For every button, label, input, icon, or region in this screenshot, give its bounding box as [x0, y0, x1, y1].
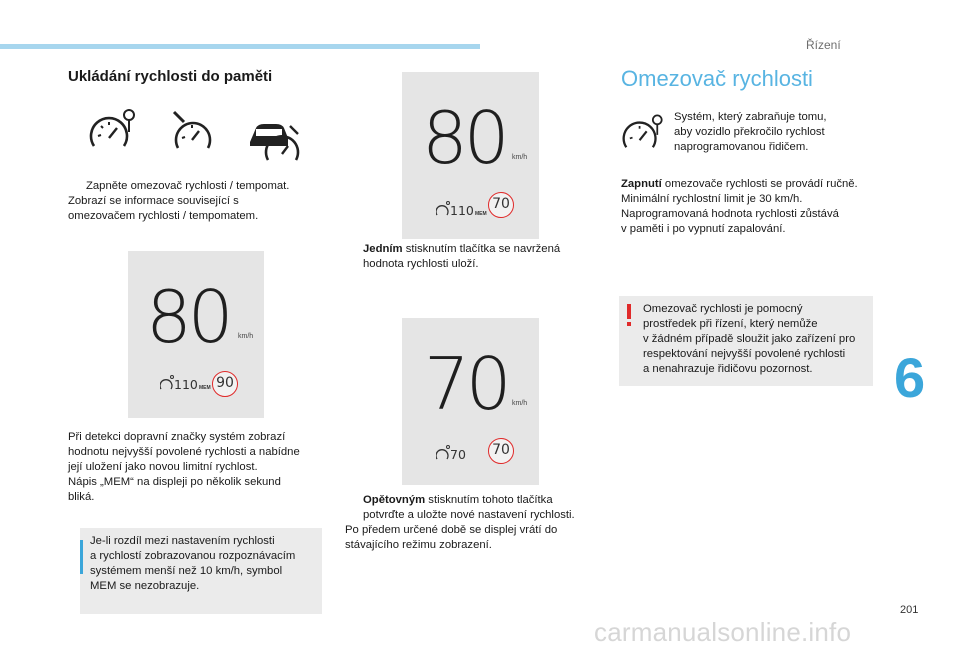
display1-unit: km/h [512, 154, 528, 161]
step3-para-line2: stávajícího režimu zobrazení. [345, 539, 492, 551]
heading-speed-limiter: Omezovač rychlosti [621, 66, 813, 91]
p1-line1 [621, 177, 858, 193]
para-line4: Nápis „MEM“ na displeji po několik sekund [68, 476, 281, 488]
p1-line3: Naprogramovaná hodnota rychlosti zůstává [621, 208, 839, 220]
step3-line1 [363, 493, 553, 509]
display-unit: km/h [238, 333, 254, 340]
warning-box [619, 296, 873, 386]
step2-rest: stisknutím tlačítka se navržená [402, 243, 561, 255]
page-number: 201 [900, 604, 919, 616]
para-line1: Při detekci dopravní značky systém zobrazí [68, 431, 286, 443]
speed-limiter-icon [621, 112, 667, 156]
step2-line1 [363, 242, 560, 258]
top-accent-bar [0, 44, 480, 49]
display1-limit-circle: 70 [488, 192, 514, 218]
warn-line5: a nenahrazuje řidičovu pozornost. [643, 363, 813, 375]
cluster-display-80-90 [128, 251, 264, 418]
display1-recognized-speed: 110 [450, 203, 474, 218]
heading-speed-memory: Ukládání rychlosti do paměti [68, 68, 273, 85]
para-line2: hodnotu nejvyšší povolené rychlosti a nabídne [68, 446, 300, 458]
info-line4: MEM se nezobrazuje. [90, 580, 200, 592]
warn-line1: Omezovač rychlosti je pomocný [643, 303, 803, 315]
warning-exclamation-icon [625, 304, 633, 328]
step2-line2: hodnota rychlosti uloží. [363, 258, 479, 270]
step2-bold: Jedním [363, 243, 403, 255]
step3-para-line1: Po předem určené době se displej vrátí do [345, 524, 558, 536]
speed-limiter-small-icon [436, 201, 450, 217]
display-speed: 80 [146, 275, 230, 359]
display2-unit: km/h [512, 400, 528, 407]
watermark: carmanualsonline.info [594, 617, 852, 647]
display2-recognized-speed: 70 [450, 447, 466, 462]
step3-line2: potvrďte a uložte nové nastavení rychlosti. [363, 509, 575, 521]
display-limit-circle: 90 [212, 371, 238, 397]
info-box [80, 528, 322, 614]
step1-line1: Zapněte omezovač rychlosti / tempomat. [86, 180, 290, 192]
p1-line2: Minimální rychlostní limit je 30 km/h. [621, 193, 803, 205]
intro-line2: aby vozidlo překročilo rychlost [674, 126, 825, 138]
step3-rest: stisknutím tohoto tlačítka [425, 494, 553, 506]
section-title: Řízení [806, 38, 841, 52]
cluster-display-80-70 [402, 72, 539, 239]
mem-indicator: MEM [475, 211, 487, 217]
speed-limiter-small-icon [436, 445, 450, 461]
display2-speed: 70 [424, 342, 508, 426]
p1-line4: v paměti i po vypnutí zapalování. [621, 223, 786, 235]
cruise-control-icon [170, 110, 216, 154]
info-line1: Je-li rozdíl mezi nastavením rychlosti [90, 535, 275, 547]
info-line2: a rychlostí zobrazovanou rozpoznávacím [90, 550, 296, 562]
info-icon [80, 540, 83, 574]
intro-line1: Systém, který zabraňuje tomu, [674, 111, 827, 123]
warn-line4: respektování nejvyšší povolené rychlosti [643, 348, 846, 360]
step3-bold: Opětovným [363, 494, 426, 506]
step1-line3: omezovačem rychlosti / tempomatem. [68, 210, 259, 222]
display1-speed: 80 [422, 96, 506, 180]
display2-limit-circle: 70 [488, 438, 514, 464]
warn-line3: v žádném případě sloužit jako zařízení pro [643, 333, 856, 345]
step1-line2: Zobrazí se informace související s [68, 195, 239, 207]
speed-limiter-small-icon [160, 375, 174, 391]
para-line3: její uložení jako novou limitní rychlost. [68, 461, 258, 473]
p1-bold: Zapnutí [621, 178, 662, 190]
adaptive-cruise-icon [246, 114, 304, 164]
info-line3: systémem menší než 10 km/h, symbol [90, 565, 283, 577]
mem-indicator: MEM [199, 385, 211, 391]
display-recognized-speed: 110 [174, 377, 198, 392]
cluster-display-70-70 [402, 318, 539, 485]
warn-line2: prostředek při řízení, který nemůže [643, 318, 818, 330]
para-line5: bliká. [68, 491, 95, 503]
speed-limiter-icon [88, 108, 140, 154]
p1-rest: omezovače rychlosti se provádí ručně. [661, 178, 858, 190]
chapter-number: 6 [894, 346, 926, 409]
intro-line3: naprogramovanou řidičem. [674, 141, 809, 153]
